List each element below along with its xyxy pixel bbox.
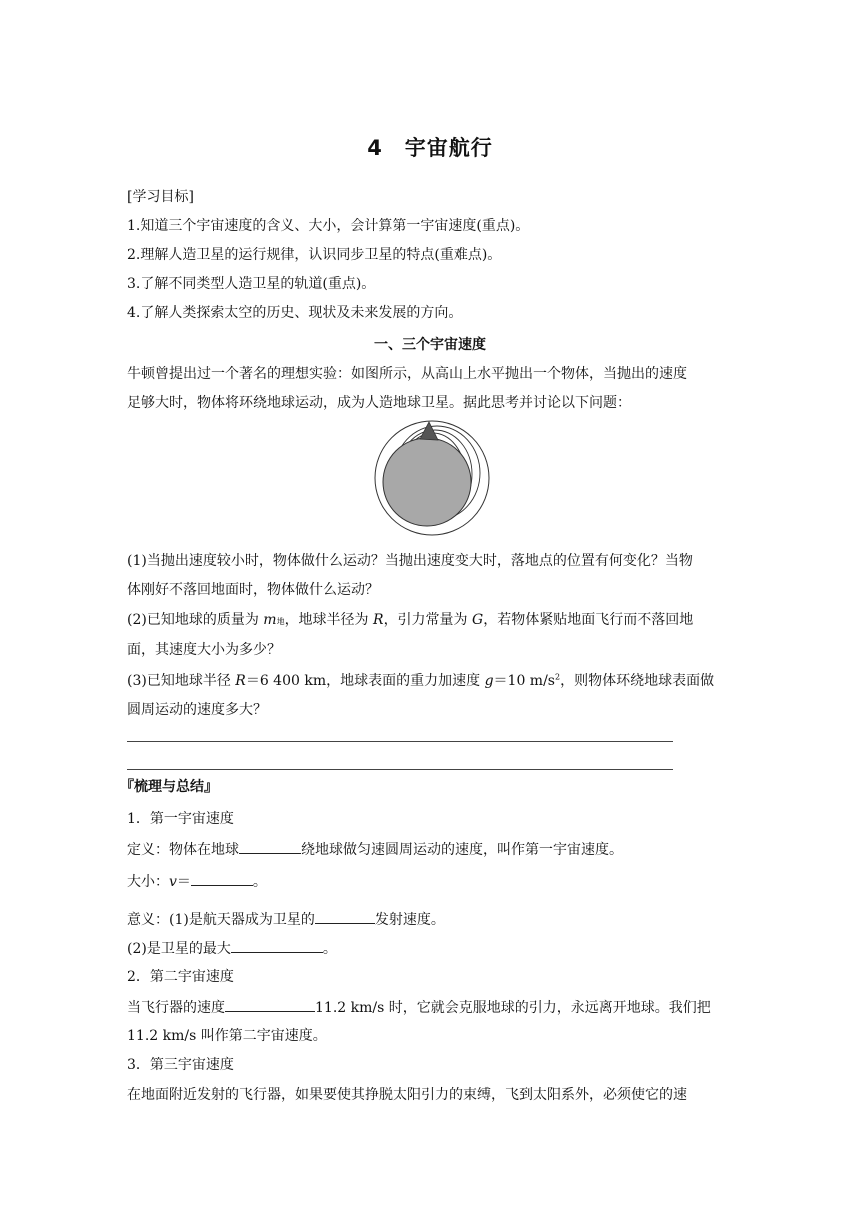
objective-item: 2.理解人造卫星的运行规律，认识同步卫星的特点(重难点)。: [127, 247, 502, 263]
question-text: (1)当抛出速度较小时，物体做什么运动？当抛出速度变大时，落地点的位置有何变化？当物: [127, 553, 693, 569]
body-text: 当飞行器的速度 11.2 km/s 时，它就会克服地球的引力，永远离开地球。我们把: [127, 997, 711, 1018]
magnitude-text: 大小：v＝ 。: [127, 871, 267, 892]
question-text: (2)已知地球的质量为 m地，地球半径为 R，引力常量为 G，若物体紧贴地面飞行而不落回地: [127, 612, 694, 628]
fill-blank[interactable]: [191, 871, 253, 886]
earth-circle: [383, 438, 471, 526]
meaning-text: 意义：(1)是航天器成为卫星的 发射速度。: [127, 909, 445, 930]
body-text: 在地面附近发射的飞行器，如果要使其挣脱太阳引力的束缚，飞到太阳系外，必须使它的速: [127, 1087, 687, 1103]
fill-blank[interactable]: [239, 839, 301, 854]
page-title: 4 宇宙航行: [367, 136, 493, 160]
body-text: 11.2 km/s 叫作第二宇宙速度。: [127, 1028, 327, 1044]
intro-text: 牛顿曾提出过一个著名的理想实验：如图所示，从高山上水平抛出一个物体，当抛出的速度: [127, 366, 687, 382]
subsection-title: 1．第一宇宙速度: [127, 811, 234, 827]
meaning-text: (2)是卫星的最大 。: [127, 938, 337, 959]
fill-blank[interactable]: [315, 909, 375, 924]
answer-line[interactable]: [127, 741, 673, 742]
fill-blank[interactable]: [225, 997, 315, 1012]
subsection-title: 3．第三宇宙速度: [127, 1057, 234, 1073]
question-text: 圆周运动的速度多大？: [127, 702, 267, 718]
summary-heading: 『梳理与总结』: [120, 779, 218, 795]
answer-line[interactable]: [127, 769, 673, 770]
objective-item: 4.了解人类探索太空的历史、现状及未来发展的方向。: [127, 305, 463, 321]
question-text: (3)已知地球半径 R＝6 400 km，地球表面的重力加速度 g＝10 $m/s^2$，则物体环绕地球表面做: [127, 672, 715, 689]
definition-text: 定义：物体在地球 绕地球做匀速圆周运动的速度，叫作第一宇宙速度。: [127, 839, 623, 860]
objectives-heading: [学习目标]: [127, 189, 194, 205]
newton-cannon-figure: [370, 418, 496, 540]
question-text: 体刚好不落回地面时，物体做什么运动？: [127, 582, 379, 598]
objective-item: 3.了解不同类型人造卫星的轨道(重点)。: [127, 276, 376, 292]
question-text: 面，其速度大小为多少？: [127, 642, 281, 658]
intro-text: 足够大时，物体将环绕地球运动，成为人造地球卫星。据此思考并讨论以下问题：: [127, 395, 631, 411]
fill-blank[interactable]: [231, 938, 323, 953]
section-heading: 一、三个宇宙速度: [374, 337, 486, 353]
objective-item: 1.知道三个宇宙速度的含义、大小，会计算第一宇宙速度(重点)。: [127, 218, 530, 234]
subsection-title: 2．第二宇宙速度: [127, 969, 234, 985]
